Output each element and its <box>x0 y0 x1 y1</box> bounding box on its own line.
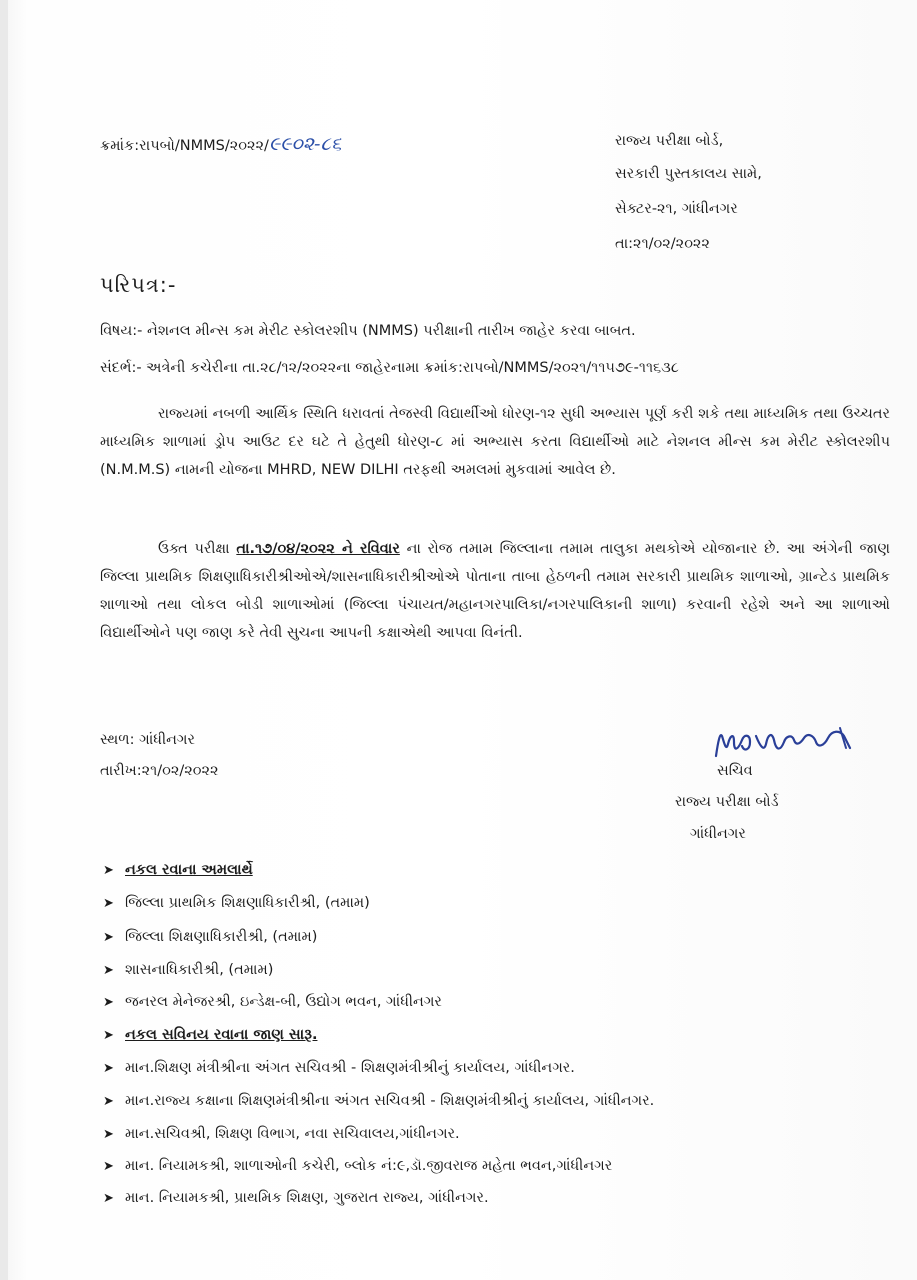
copy-info-heading: ➤ નકલ સવિનય રવાના જાણ સારૂ. <box>103 1027 318 1043</box>
bullet-arrow-icon: ➤ <box>103 1191 114 1206</box>
bullet-arrow-icon: ➤ <box>103 1159 114 1174</box>
reference-handwritten: ૯૯૦૨-૮૬ <box>268 133 342 155</box>
subject-line: વિષય:- નેશનલ મીન્સ કમ મેરીટ સ્કોલરશીપ (NMMS) પરીક્ષાની તારીખ જાહેર કરવા બાબત. <box>100 323 636 339</box>
list-item: ➤ માન.શિક્ષણ મંત્રીશ્રીના અંગત સચિવશ્રી - શિક્ષણમંત્રીશ્રીનું કાર્યાલય, ગાંધીનગર. <box>103 1060 575 1076</box>
bullet-arrow-icon: ➤ <box>103 896 114 911</box>
para2-suffix: ના રોજ તમામ જિલ્લાના તમામ તાલુકા મથકોએ યોજાનાર છે. આ અંગેની જાણ જિલ્લા પ્રાથમિક શિક્ષણાધિકારીશ્રીઓએ/શાસનાધિકારીશ્રીઓએ પોતાના તાબા હેઠળની તમામ સરકારી પ્રાથમિક શાળાઓ, ગ્રાન્ટેડ પ્રાથમિક શાળાઓ તથા લોકલ બોડી શાળાઓમાં (જિલ્લા પંચાયત/મહાનગરપાલિકા/નગરપાલિકાની શાળા) કરવાની રહેશે અને આ શાળાઓ વિદ્યાર્થીઓને પણ જાણ કરે તેવી સુચના આપની કક્ષાએથી આપવા વિનંતી. <box>100 541 891 641</box>
reference-number <box>100 133 341 155</box>
page-shadow-edge <box>0 0 8 1280</box>
list-item: ➤ શાસનાધિકારીશ્રી, (તમામ) <box>103 962 274 978</box>
place-label: સ્થળ: ગાંધીનગર <box>100 732 195 748</box>
exam-date: તા.૧૭/૦૪/૨૦૨૨ ને રવિવાર <box>236 541 400 557</box>
bullet-arrow-icon: ➤ <box>103 930 114 945</box>
circular-title: પરિપત્ર:- <box>100 273 177 297</box>
list-item: ➤ જિલ્લા પ્રાથમિક શિક્ષણાધિકારીશ્રી, (તમામ) <box>103 895 370 911</box>
signatory-city: ગાંધીનગર <box>690 826 746 842</box>
copy-action-heading: ➤ નકલ રવાના અમલાર્થે <box>103 862 253 878</box>
office-address-line-3: સેક્ટર-૨૧, ગાંધીનગર <box>615 201 738 217</box>
date-label: તારીખ:૨૧/૦૨/૨૦૨૨ <box>100 763 219 779</box>
bullet-arrow-icon: ➤ <box>103 1127 114 1142</box>
list-item: ➤ જનરલ મેનેજરશ્રી, ઇન્ડેક્ષ-બી, ઉદ્યોગ ભવન, ગાંધીનગર <box>103 994 442 1010</box>
body-paragraph-2 <box>100 535 890 647</box>
bullet-arrow-icon: ➤ <box>103 995 114 1010</box>
list-item: ➤ માન. નિયામકશ્રી, શાળાઓની કચેરી, બ્લોક નં:૯,ડૉ.જીવરાજ મહેતા ભવન,ગાંધીનગર <box>103 1158 613 1174</box>
list-item: ➤ માન.સચિવશ્રી, શિક્ષણ વિભાગ, નવા સચિવાલય,ગાંધીનગર. <box>103 1126 460 1142</box>
bullet-arrow-icon: ➤ <box>103 863 114 878</box>
para2-prefix: ઉક્ત પરીક્ષા <box>158 541 237 557</box>
list-item: ➤ માન. નિયામકશ્રી, પ્રાથમિક શિક્ષણ, ગુજરાત રાજ્ય, ગાંધીનગર. <box>103 1190 489 1206</box>
body-paragraph-1: રાજ્યમાં નબળી આર્થિક સ્થિતિ ધરાવતાં તેજસ્વી વિદ્યાર્થીઓ ધોરણ-૧૨ સુધી અભ્યાસ પૂર્ણ કરી શકે તથા માધ્યમિક તથા ઉચ્ચતર માધ્યમિક શાળામાં ડ્રોપ આઉટ દર ઘટે તે હેતુથી ધોરણ-૮ માં અભ્યાસ કરતા વિદ્યાર્થીઓ માટે નેશનલ મીન્સ કમ મેરીટ સ્કોલરશીપ (N.M.M.S) નામની યોજના MHRD, NEW DILHI તરફથી અમલમાં મુકવામાં આવેલ છે. <box>100 406 890 478</box>
issue-date: તા:૨૧/૦૨/૨૦૨૨ <box>615 236 710 252</box>
bullet-arrow-icon: ➤ <box>103 1061 114 1076</box>
signatory-designation: સચિવ <box>717 763 753 779</box>
bullet-arrow-icon: ➤ <box>103 1028 114 1043</box>
reference-prefix: ક્રમાંક:રાપબો/NMMS/૨૦૨૨/ <box>100 138 269 154</box>
bullet-arrow-icon: ➤ <box>103 1094 114 1109</box>
office-address-line-1: રાજ્ય પરીક્ષા બોર્ડ, <box>615 133 724 149</box>
reference-line: સંદર્ભ:- અત્રેની કચેરીના તા.૨૮/૧૨/૨૦૨૨ના જાહેરનામા ક્રમાંક:રાપબો/NMMS/૨૦૨૧/૧૧૫૭૯-૧૧૬૩૮ <box>100 360 679 376</box>
bullet-arrow-icon: ➤ <box>103 963 114 978</box>
signatory-office: રાજ્ય પરીક્ષા બોર્ડ <box>675 794 779 810</box>
office-address-line-2: સરકારી પુસ્તકાલય સામે, <box>615 166 762 182</box>
list-item: ➤ જિલ્લા શિક્ષણાધિકારીશ્રી, (તમામ) <box>103 929 318 945</box>
list-item: ➤ માન.રાજ્ય કક્ષાના શિક્ષણમંત્રીશ્રીના અંગત સચિવશ્રી - શિક્ષણમંત્રીશ્રીનું કાર્યાલય, ગાંધીનગર. <box>103 1093 655 1109</box>
